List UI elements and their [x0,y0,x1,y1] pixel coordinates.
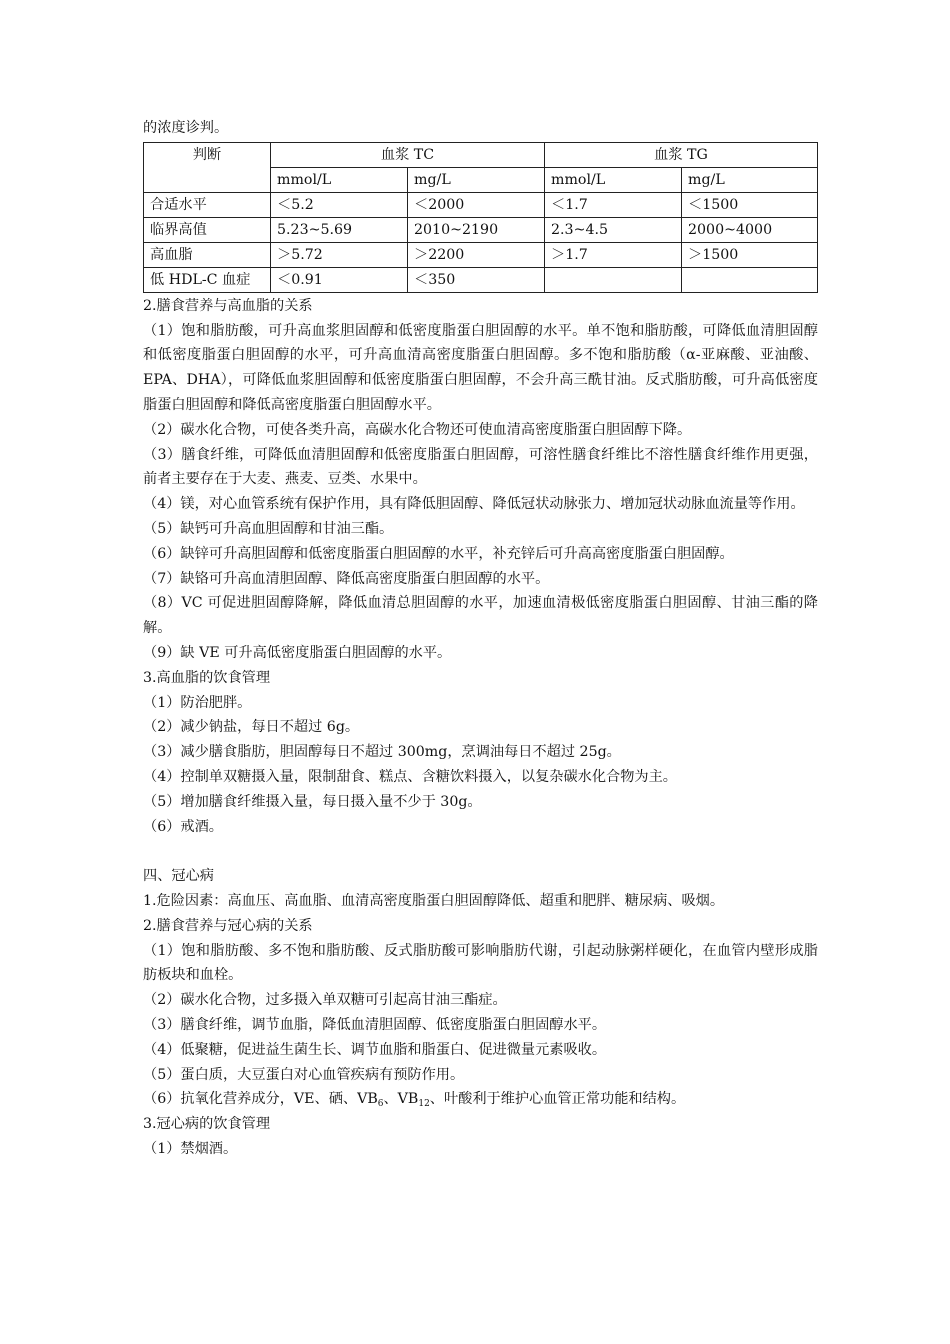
section-heading: 3.冠心病的饮食管理 [143,1116,271,1133]
table-cell: ＞1.7 [545,242,682,267]
header-plasma-tc: 血浆 TC [271,142,545,167]
table-cell: ＞2200 [408,242,545,267]
intro-line: 的浓度诊判。 [143,120,229,136]
table-cell: 高血脂 [144,242,271,267]
unit-cell: mmol/L [545,167,682,192]
paragraph: （5）增加膳食纤维摄入量，每日摄入量不少于 30g。 [143,793,482,810]
unit-cell: mmol/L [271,167,408,192]
paragraph: （8）VC 可促进胆固醇降解，降低血清总胆固醇的水平，加速血清极低密度脂蛋白胆固醇、甘油三酯的降解。 [143,595,818,637]
table-cell: 合适水平 [144,192,271,217]
section-heading: 2.膳食营养与高血脂的关系 [143,297,313,314]
table-cell: ＞1500 [682,242,818,267]
paragraph: （2）减少钠盐，每日不超过 6g。 [143,719,360,736]
chapter-heading: 四、冠心病 [143,868,214,885]
lipid-criteria-table [143,142,818,293]
table-row [144,192,818,217]
paragraph: （3）膳食纤维，可降低血清胆固醇和低密度脂蛋白胆固醇，可溶性膳食纤维比不溶性膳食纤维作用更强，前者主要存在于大麦、燕麦、豆类、水果中。 [143,446,818,488]
table-cell [682,267,818,292]
paragraph: （5）缺钙可升高血胆固醇和甘油三酯。 [143,520,394,537]
paragraph: （9）缺 VE 可升高低密度脂蛋白胆固醇的水平。 [143,644,452,661]
section-heading: 3.高血脂的饮食管理 [143,669,271,686]
text-span: 、叶酸利于维护心血管正常功能和结构。 [429,1091,686,1108]
blank-line [143,839,818,864]
table-header-row [144,142,818,167]
paragraph: （4）镁，对心血管系统有保护作用，具有降低胆固醇、降低冠状动脉张力、增加冠状动脉血流量等作用。 [143,496,805,513]
table-cell: ＜0.91 [271,267,408,292]
paragraph: （6）缺锌可升高胆固醇和低密度脂蛋白胆固醇的水平，补充锌后可升高高密度脂蛋白胆固醇。 [143,545,734,562]
paragraph: （1）禁烟酒。 [143,1140,238,1157]
paragraph: （4）低聚糖，促进益生菌生长、调节血脂和脂蛋白、促进微量元素吸收。 [143,1041,607,1058]
text-span: （6）抗氧化营养成分，VE、硒、VB [143,1091,378,1108]
table-row [144,242,818,267]
paragraph: （1）饱和脂肪酸，可升高血浆胆固醇和低密度脂蛋白胆固醇的水平。单不饱和脂肪酸，可降低血清胆固醇和低密度脂蛋白胆固醇的水平，可升高血清高密度脂蛋白胆固醇。多不饱和脂肪酸（α-亚麻酸、亚油酸、EPA、DHA），可降低血浆胆固醇和低密度脂蛋白胆固醇，不会升高三酰甘油。反式脂肪酸，可升高低密度脂蛋白胆固醇和降低高密度脂蛋白胆固醇水平。 [143,322,818,413]
table-cell: ＜1500 [682,192,818,217]
paragraph: 1.危险因素：高血压、高血脂、血清高密度脂蛋白胆固醇降低、超重和肥胖、糖尿病、吸烟。 [143,892,725,909]
table-cell: ＜5.2 [271,192,408,217]
table-cell [545,267,682,292]
table-cell: 2000~4000 [682,217,818,242]
table-cell: ＜1.7 [545,192,682,217]
table-cell: ＜350 [408,267,545,292]
paragraph: （6）戒酒。 [143,818,223,835]
table-cell: 5.23~5.69 [271,217,408,242]
paragraph: （2）碳水化合物，过多摄入单双糖可引起高甘油三酯症。 [143,992,507,1009]
text-span: 、VB [383,1091,419,1108]
header-plasma-tg: 血浆 TG [545,142,818,167]
paragraph: （1）饱和脂肪酸、多不饱和脂肪酸、反式脂肪酸可影响脂肪代谢，引起动脉粥样硬化，在血管内壁形成脂肪板块和血栓。 [143,942,818,984]
paragraph: （1）防治肥胖。 [143,694,252,711]
paragraph-antioxidants [143,1087,818,1112]
subscript: 12 [418,1099,430,1110]
table-cell: 2.3~4.5 [545,217,682,242]
table-cell: ＜2000 [408,192,545,217]
table-row [144,267,818,292]
paragraph: （3）膳食纤维，调节血脂，降低血清胆固醇、低密度脂蛋白胆固醇水平。 [143,1016,607,1033]
table-cell: 临界高值 [144,217,271,242]
unit-cell: mg/L [682,167,818,192]
paragraph: （5）蛋白质，大豆蛋白对心血管疾病有预防作用。 [143,1066,465,1083]
table-cell: ＞5.72 [271,242,408,267]
table-cell: 低 HDL-C 血症 [144,267,271,292]
header-judgment: 判断 [144,142,271,192]
paragraph: （2）碳水化合物，可使各类升高，高碳水化合物还可使血清高密度脂蛋白胆固醇下降。 [143,421,692,438]
subscript: 6 [377,1099,384,1110]
table-cell: 2010~2190 [408,217,545,242]
paragraph: （7）缺铬可升高血清胆固醇、降低高密度脂蛋白胆固醇的水平。 [143,570,550,587]
unit-cell: mg/L [408,167,545,192]
document-body [143,116,818,1162]
section-heading: 2.膳食营养与冠心病的关系 [143,917,313,934]
paragraph: （4）控制单双糖摄入量，限制甜食、糕点、含糖饮料摄入，以复杂碳水化合物为主。 [143,768,677,785]
table-row [144,217,818,242]
paragraph: （3）减少膳食脂肪，胆固醇每日不超过 300mg，烹调油每日不超过 25g。 [143,744,621,761]
